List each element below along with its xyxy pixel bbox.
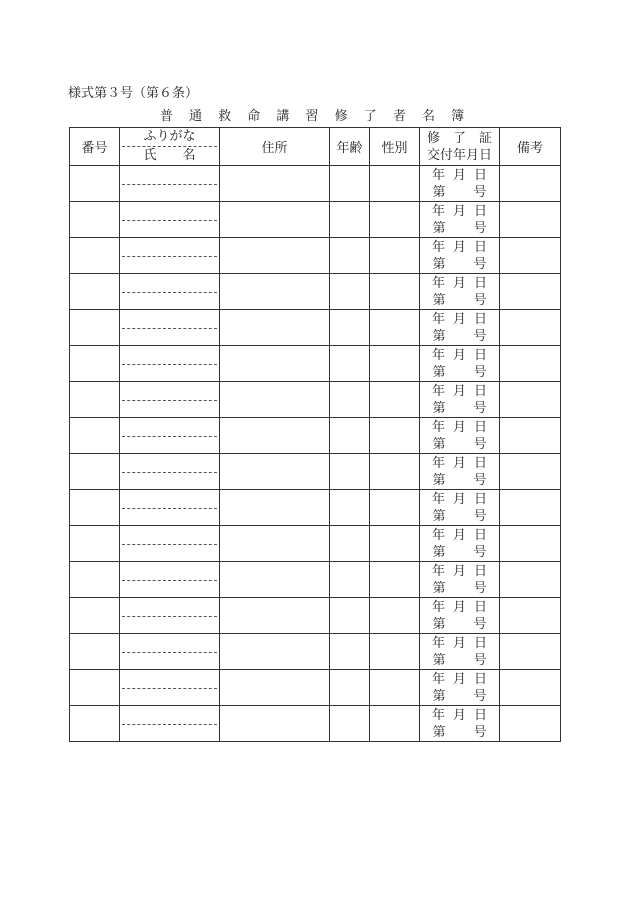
cert-day: 日: [473, 599, 487, 615]
cert-number-line: [420, 688, 499, 705]
cell-certificate[interactable]: [420, 310, 500, 346]
cert-date-line: [420, 419, 499, 436]
header-name: [120, 128, 220, 166]
cell-certificate[interactable]: [420, 598, 500, 634]
cell-name[interactable]: [120, 238, 220, 274]
cert-dai: 第: [432, 364, 446, 380]
cell-address[interactable]: [220, 634, 330, 670]
cert-number-line: [420, 724, 499, 741]
cert-day: 日: [473, 239, 487, 255]
name-divider: [122, 508, 217, 509]
cert-dai: 第: [432, 292, 446, 308]
cell-number[interactable]: [70, 706, 120, 742]
header-address: 住所: [220, 128, 330, 166]
cell-number[interactable]: [70, 238, 120, 274]
cert-date-line: [420, 275, 499, 292]
cert-year: 年: [431, 455, 445, 471]
cell-name[interactable]: [120, 454, 220, 490]
cert-number-line: [420, 292, 499, 309]
cert-go: 号: [473, 688, 487, 704]
cell-sex[interactable]: [370, 382, 420, 418]
cell-address[interactable]: [220, 670, 330, 706]
cell-number[interactable]: [70, 382, 120, 418]
cell-certificate[interactable]: [420, 238, 500, 274]
name-divider: [122, 220, 217, 221]
cert-year: 年: [431, 707, 445, 723]
cert-month: 月: [452, 563, 466, 579]
register-body: [70, 166, 561, 742]
cell-remarks[interactable]: [500, 634, 561, 670]
cell-name[interactable]: [120, 310, 220, 346]
cell-name[interactable]: [120, 418, 220, 454]
cert-month: 月: [452, 383, 466, 399]
cert-year: 年: [431, 203, 445, 219]
name-divider: [122, 436, 217, 437]
header-age: 年齢: [330, 128, 370, 166]
cert-number-line: [420, 544, 499, 561]
cell-age[interactable]: [330, 634, 370, 670]
cell-certificate[interactable]: [420, 418, 500, 454]
cell-sex[interactable]: [370, 310, 420, 346]
table-row: [70, 238, 561, 274]
cell-certificate[interactable]: [420, 562, 500, 598]
cell-certificate[interactable]: [420, 670, 500, 706]
cert-year: 年: [431, 635, 445, 651]
cert-month: 月: [452, 491, 466, 507]
cell-remarks[interactable]: [500, 526, 561, 562]
cell-sex[interactable]: [370, 670, 420, 706]
cert-day: 日: [473, 491, 487, 507]
cert-number-line: [420, 256, 499, 273]
cert-go: 号: [473, 508, 487, 524]
cert-dai: 第: [432, 508, 446, 524]
cell-sex[interactable]: [370, 490, 420, 526]
cert-month: 月: [452, 347, 466, 363]
cert-go: 号: [473, 220, 487, 236]
cell-remarks[interactable]: [500, 202, 561, 238]
cell-certificate[interactable]: [420, 490, 500, 526]
header-number: 番号: [70, 128, 120, 166]
cert-date-line: [420, 671, 499, 688]
cert-day: 日: [473, 419, 487, 435]
cell-address[interactable]: [220, 238, 330, 274]
cell-name[interactable]: [120, 706, 220, 742]
cell-number[interactable]: [70, 310, 120, 346]
cell-number[interactable]: [70, 670, 120, 706]
cell-number[interactable]: [70, 490, 120, 526]
cell-age[interactable]: [330, 526, 370, 562]
cert-month: 月: [452, 455, 466, 471]
cell-address[interactable]: [220, 202, 330, 238]
cell-number[interactable]: [70, 454, 120, 490]
cell-certificate[interactable]: [420, 526, 500, 562]
cell-address[interactable]: [220, 382, 330, 418]
cert-year: 年: [431, 491, 445, 507]
cert-dai: 第: [432, 220, 446, 236]
cell-sex[interactable]: [370, 454, 420, 490]
cell-number[interactable]: [70, 562, 120, 598]
cert-month: 月: [452, 671, 466, 687]
name-divider: [122, 616, 217, 617]
table-row: [70, 382, 561, 418]
cert-number-line: [420, 436, 499, 453]
cell-number[interactable]: [70, 202, 120, 238]
cert-dai: 第: [432, 580, 446, 596]
name-divider: [122, 544, 217, 545]
cell-name[interactable]: [120, 634, 220, 670]
table-row: [70, 670, 561, 706]
name-divider: [122, 724, 217, 725]
cell-name[interactable]: [120, 202, 220, 238]
cell-sex[interactable]: [370, 634, 420, 670]
cert-date-line: [420, 563, 499, 580]
cell-age[interactable]: [330, 418, 370, 454]
register-table: [69, 127, 561, 742]
cert-day: 日: [473, 563, 487, 579]
cert-go: 号: [473, 472, 487, 488]
header-cert-line1: 修 了 証: [426, 130, 492, 146]
table-row: [70, 706, 561, 742]
cell-age[interactable]: [330, 706, 370, 742]
cert-day: 日: [473, 455, 487, 471]
cert-number-line: [420, 220, 499, 237]
table-row: [70, 346, 561, 382]
cert-date-line: [420, 635, 499, 652]
cell-certificate[interactable]: [420, 634, 500, 670]
cell-sex[interactable]: [370, 166, 420, 202]
table-row: [70, 598, 561, 634]
cert-day: 日: [473, 311, 487, 327]
cert-number-line: [420, 364, 499, 381]
cert-dai: 第: [432, 544, 446, 560]
table-row: [70, 454, 561, 490]
cert-date-line: [420, 455, 499, 472]
cert-year: 年: [431, 167, 445, 183]
cell-certificate[interactable]: [420, 274, 500, 310]
header-furigana: ふりがな: [122, 128, 217, 147]
cert-day: 日: [473, 707, 487, 723]
cell-address[interactable]: [220, 706, 330, 742]
cell-remarks[interactable]: [500, 418, 561, 454]
cell-age[interactable]: [330, 670, 370, 706]
cell-remarks[interactable]: [500, 454, 561, 490]
cell-certificate[interactable]: [420, 454, 500, 490]
cell-sex[interactable]: [370, 706, 420, 742]
cert-date-line: [420, 203, 499, 220]
cell-certificate[interactable]: [420, 346, 500, 382]
cell-sex[interactable]: [370, 526, 420, 562]
table-row: [70, 418, 561, 454]
table-row: [70, 202, 561, 238]
cell-age[interactable]: [330, 238, 370, 274]
cert-go: 号: [473, 724, 487, 740]
cell-sex[interactable]: [370, 562, 420, 598]
cell-name[interactable]: [120, 490, 220, 526]
cell-certificate[interactable]: [420, 202, 500, 238]
cell-address[interactable]: [220, 166, 330, 202]
cert-year: 年: [431, 347, 445, 363]
cert-day: 日: [473, 527, 487, 543]
cert-date-line: [420, 491, 499, 508]
cert-dai: 第: [432, 400, 446, 416]
cell-age[interactable]: [330, 346, 370, 382]
cert-dai: 第: [432, 436, 446, 452]
cert-year: 年: [431, 419, 445, 435]
cell-sex[interactable]: [370, 598, 420, 634]
cell-age[interactable]: [330, 382, 370, 418]
cell-remarks[interactable]: [500, 238, 561, 274]
cert-month: 月: [452, 635, 466, 651]
table-row: [70, 526, 561, 562]
cert-number-line: [420, 616, 499, 633]
cert-go: 号: [473, 292, 487, 308]
cell-sex[interactable]: [370, 418, 420, 454]
name-divider: [122, 184, 217, 185]
cert-go: 号: [473, 544, 487, 560]
cell-remarks[interactable]: [500, 346, 561, 382]
cert-go: 号: [473, 436, 487, 452]
cell-certificate[interactable]: [420, 382, 500, 418]
cert-go: 号: [473, 580, 487, 596]
cell-remarks[interactable]: [500, 490, 561, 526]
cert-go: 号: [473, 616, 487, 632]
cert-go: 号: [473, 652, 487, 668]
cell-name[interactable]: [120, 526, 220, 562]
cell-remarks[interactable]: [500, 562, 561, 598]
cell-age[interactable]: [330, 166, 370, 202]
cert-month: 月: [452, 707, 466, 723]
header-row: [70, 128, 561, 166]
cert-date-line: [420, 599, 499, 616]
cell-remarks[interactable]: [500, 598, 561, 634]
cell-age[interactable]: [330, 310, 370, 346]
header-remarks: 備考: [500, 128, 561, 166]
cell-sex[interactable]: [370, 274, 420, 310]
cert-year: 年: [431, 599, 445, 615]
cell-remarks[interactable]: [500, 166, 561, 202]
name-divider: [122, 256, 217, 257]
cert-day: 日: [473, 383, 487, 399]
table-row: [70, 562, 561, 598]
cell-age[interactable]: [330, 598, 370, 634]
header-certificate: [420, 128, 500, 166]
cert-dai: 第: [432, 652, 446, 668]
cert-year: 年: [431, 239, 445, 255]
name-divider: [122, 328, 217, 329]
name-divider: [122, 400, 217, 401]
cell-age[interactable]: [330, 454, 370, 490]
table-row: [70, 634, 561, 670]
cert-month: 月: [452, 275, 466, 291]
cell-number[interactable]: [70, 526, 120, 562]
cell-number[interactable]: [70, 346, 120, 382]
cell-address[interactable]: [220, 418, 330, 454]
cert-day: 日: [473, 203, 487, 219]
cert-go: 号: [473, 328, 487, 344]
cert-dai: 第: [432, 256, 446, 272]
cell-age[interactable]: [330, 202, 370, 238]
cert-month: 月: [452, 527, 466, 543]
name-divider: [122, 292, 217, 293]
form-number: 様式第３号（第６条）: [68, 86, 199, 101]
cert-day: 日: [473, 275, 487, 291]
cert-year: 年: [431, 527, 445, 543]
cell-name[interactable]: [120, 670, 220, 706]
form-title: 普 通 救 命 講 習 修 了 者 名 簿: [159, 109, 471, 124]
cell-remarks[interactable]: [500, 310, 561, 346]
cell-certificate[interactable]: [420, 166, 500, 202]
cell-remarks[interactable]: [500, 382, 561, 418]
cert-year: 年: [431, 383, 445, 399]
cert-go: 号: [473, 364, 487, 380]
name-divider: [122, 472, 217, 473]
cert-number-line: [420, 184, 499, 201]
cell-number[interactable]: [70, 598, 120, 634]
cert-date-line: [420, 167, 499, 184]
cert-month: 月: [452, 167, 466, 183]
cell-age[interactable]: [330, 562, 370, 598]
cert-date-line: [420, 239, 499, 256]
cert-go: 号: [473, 184, 487, 200]
name-divider: [122, 688, 217, 689]
cert-dai: 第: [432, 328, 446, 344]
cert-dai: 第: [432, 472, 446, 488]
cert-date-line: [420, 527, 499, 544]
cert-date-line: [420, 347, 499, 364]
name-divider: [122, 652, 217, 653]
cell-name[interactable]: [120, 598, 220, 634]
cell-age[interactable]: [330, 490, 370, 526]
cert-number-line: [420, 328, 499, 345]
cell-name[interactable]: [120, 346, 220, 382]
cell-remarks[interactable]: [500, 670, 561, 706]
cell-number[interactable]: [70, 634, 120, 670]
header-fullname: 氏 名: [143, 148, 196, 163]
cell-certificate[interactable]: [420, 706, 500, 742]
cert-year: 年: [431, 563, 445, 579]
cert-year: 年: [431, 275, 445, 291]
cell-address[interactable]: [220, 274, 330, 310]
cell-name[interactable]: [120, 274, 220, 310]
cell-sex[interactable]: [370, 202, 420, 238]
cert-day: 日: [473, 671, 487, 687]
cell-remarks[interactable]: [500, 706, 561, 742]
cell-remarks[interactable]: [500, 274, 561, 310]
cell-address[interactable]: [220, 346, 330, 382]
cell-address[interactable]: [220, 598, 330, 634]
cert-month: 月: [452, 203, 466, 219]
name-divider: [122, 580, 217, 581]
table-row: [70, 310, 561, 346]
header-cert-line2: 交付年月日: [426, 147, 492, 163]
cell-address[interactable]: [220, 526, 330, 562]
cert-month: 月: [452, 419, 466, 435]
cert-dai: 第: [432, 688, 446, 704]
cell-number[interactable]: [70, 166, 120, 202]
cert-number-line: [420, 400, 499, 417]
cert-date-line: [420, 383, 499, 400]
cert-month: 月: [452, 311, 466, 327]
cert-dai: 第: [432, 724, 446, 740]
table-row: [70, 166, 561, 202]
cert-number-line: [420, 508, 499, 525]
cert-go: 号: [473, 400, 487, 416]
cert-day: 日: [473, 635, 487, 651]
cert-dai: 第: [432, 184, 446, 200]
cell-age[interactable]: [330, 274, 370, 310]
cell-address[interactable]: [220, 310, 330, 346]
cell-sex[interactable]: [370, 346, 420, 382]
cell-number[interactable]: [70, 418, 120, 454]
header-sex: 性別: [370, 128, 420, 166]
cell-address[interactable]: [220, 454, 330, 490]
cert-dai: 第: [432, 616, 446, 632]
table-row: [70, 274, 561, 310]
cell-number[interactable]: [70, 274, 120, 310]
cell-sex[interactable]: [370, 238, 420, 274]
cell-name[interactable]: [120, 166, 220, 202]
cell-name[interactable]: [120, 382, 220, 418]
cell-address[interactable]: [220, 562, 330, 598]
cert-day: 日: [473, 347, 487, 363]
table-row: [70, 490, 561, 526]
cert-year: 年: [431, 671, 445, 687]
cert-month: 月: [452, 239, 466, 255]
cert-day: 日: [473, 167, 487, 183]
cell-name[interactable]: [120, 562, 220, 598]
cert-number-line: [420, 472, 499, 489]
cert-number-line: [420, 580, 499, 597]
cert-number-line: [420, 652, 499, 669]
cert-date-line: [420, 311, 499, 328]
cert-month: 月: [452, 599, 466, 615]
cert-year: 年: [431, 311, 445, 327]
cell-address[interactable]: [220, 490, 330, 526]
name-divider: [122, 364, 217, 365]
cert-go: 号: [473, 256, 487, 272]
cert-date-line: [420, 707, 499, 724]
